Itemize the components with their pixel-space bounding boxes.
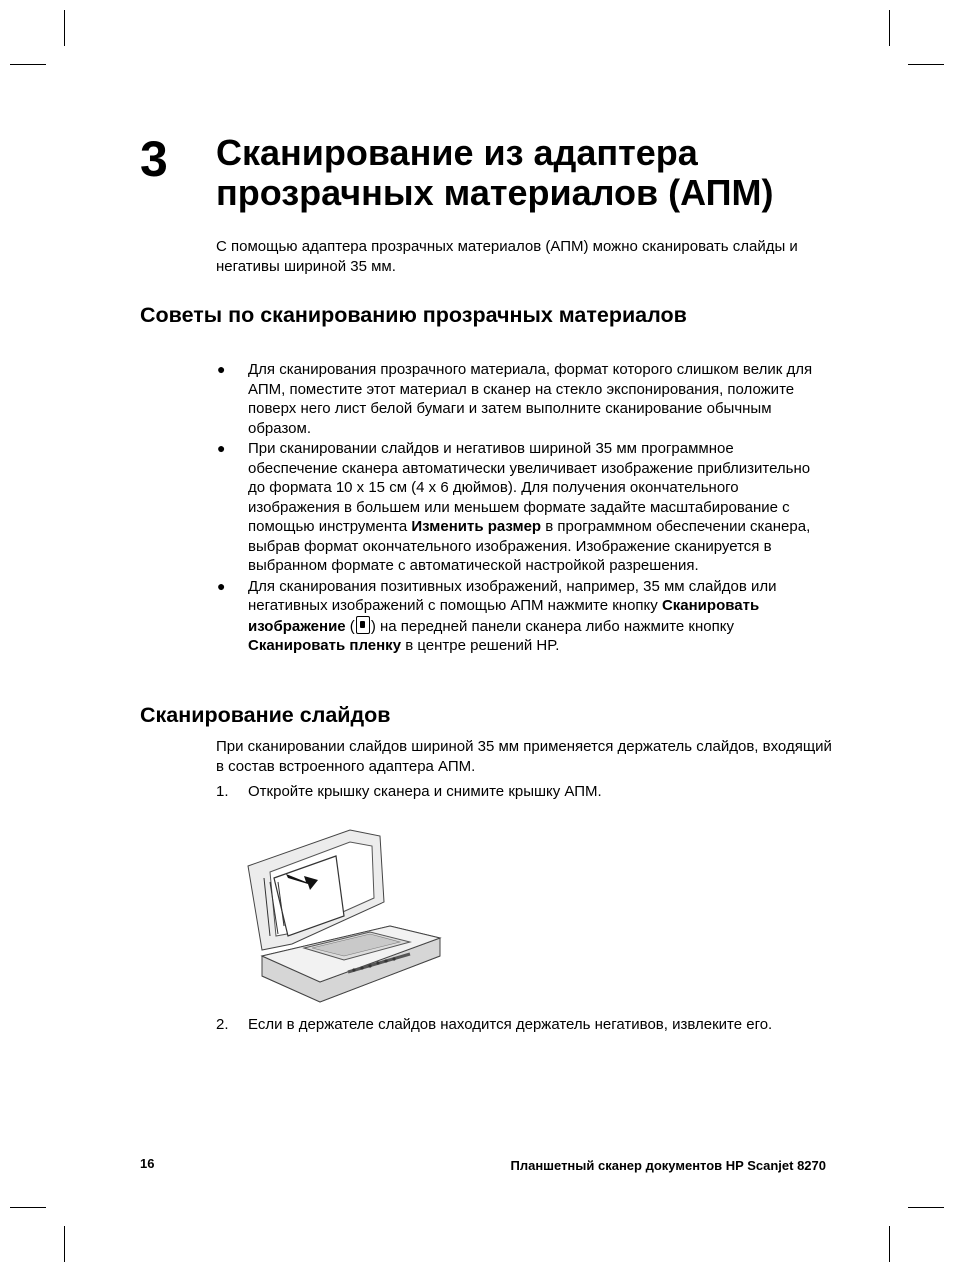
step-text: Если в держателе слайдов находится держатель негативов, извлеките его.: [248, 1016, 773, 1033]
list-item-text: в центре решений HP.: [401, 637, 560, 654]
tool-name-resize: Изменить размер: [411, 518, 542, 535]
slides-paragraph: При сканировании слайдов шириной 35 мм применяется держатель слайдов, входящий в состав встроенного адаптера АПМ.: [216, 738, 832, 775]
crop-mark: [64, 10, 65, 46]
bullet-icon: ●: [217, 361, 226, 377]
tips-list: [216, 360, 826, 657]
step-number: 2.: [216, 1016, 229, 1033]
step-text: Откройте крышку сканера и снимите крышку АПМ.: [248, 783, 602, 800]
scanner-illustration: [240, 826, 450, 1012]
list-item: [216, 439, 826, 576]
bullet-icon: ●: [217, 577, 226, 594]
bullet-icon: ●: [217, 440, 226, 456]
list-item-text: (: [345, 617, 355, 635]
scan-picture-button-icon: [356, 616, 370, 634]
footer-title: Планшетный сканер документов HP Scanjet 8270: [510, 1158, 826, 1173]
intro-paragraph: С помощью адаптера прозрачных материалов (АПМ) можно сканировать слайды и негативы шириной 35 мм.: [216, 238, 798, 275]
crop-mark: [889, 1226, 890, 1262]
section-heading-tips: Советы по сканированию прозрачных материалов: [140, 303, 687, 327]
crop-mark: [908, 64, 944, 65]
list-item: [216, 360, 826, 438]
button-name-scan-picture: Сканировать изображение: [248, 597, 760, 635]
list-item-text: ) на передней панели сканера либо нажмите кнопку: [370, 617, 734, 635]
step-number: 1.: [216, 783, 229, 800]
list-item: [216, 577, 826, 656]
list-item-text: в программном обеспечении сканера, выбрав формат окончательного изображения. Изображение сканируется в выбранном формате с автоматической настройкой разрешения.: [248, 518, 811, 574]
crop-mark: [889, 10, 890, 46]
crop-mark: [10, 64, 46, 65]
button-name-scan-film: Сканировать пленку: [248, 637, 402, 654]
page-number: 16: [140, 1156, 155, 1171]
crop-mark: [10, 1207, 46, 1208]
section-heading-slides: Сканирование слайдов: [140, 703, 391, 727]
list-item-text: Для сканирования прозрачного материала, формат которого слишком велик для АПМ, поместите этот материал в сканер на стекло экспонирования, положите поверх него лист белой бумаги и затем выполните сканирование обычным образом.: [248, 361, 813, 437]
list-item-text: Для сканирования позитивных изображений, например, 35 мм слайдов или негативных изображений с помощью АПМ нажмите кнопку: [248, 577, 777, 614]
list-item-text: При сканировании слайдов и негативов шириной 35 мм программное обеспечение сканера автоматически увеличивает изображение приблизительно до формата 10 x 15 см (4 x 6 дюймов). Для получения окончательного изображения в большем или меньшем формате задайте масштабирование с помощью инструмента: [248, 440, 811, 535]
crop-mark: [64, 1226, 65, 1262]
chapter-title: Сканирование из адаптера прозрачных материалов (АПМ): [216, 132, 774, 213]
chapter-number: 3: [140, 131, 168, 187]
crop-mark: [908, 1207, 944, 1208]
